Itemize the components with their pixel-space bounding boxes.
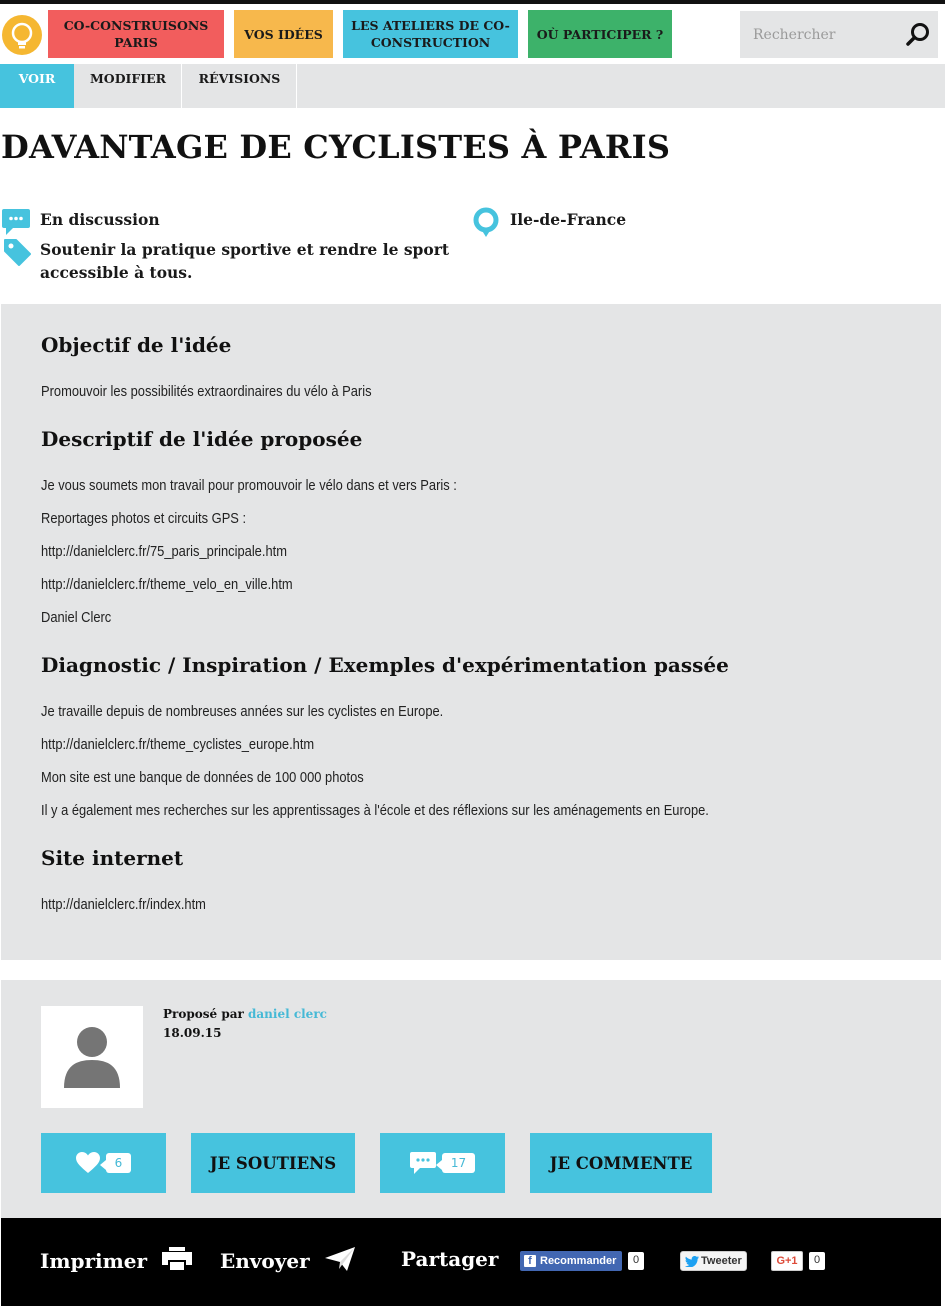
tweet-button[interactable] <box>680 1251 747 1271</box>
description-link[interactable]: http://danielclerc.fr/75_paris_principale.htm <box>41 543 287 560</box>
nav-vos-idees[interactable]: VOS IDÉES <box>234 10 333 58</box>
objective-text: Promouvoir les possibilités extraordinaires du vélo à Paris <box>41 383 372 400</box>
paper-plane-icon <box>325 1247 355 1271</box>
facebook-count: 0 <box>628 1252 644 1270</box>
proposed-by-label: Proposé par <box>163 1007 244 1021</box>
comment-icon <box>410 1152 436 1174</box>
tag-icon <box>3 238 31 266</box>
speech-bubble-icon <box>2 209 30 235</box>
author-link[interactable]: daniel clerc <box>248 1007 327 1021</box>
facebook-label: Recommander <box>540 1255 617 1267</box>
theme-label: Soutenir la pratique sportive et rendre le sport accessible à tous. <box>40 240 450 282</box>
google-plus-count: 0 <box>809 1252 825 1270</box>
diagnostic-line: Il y a également mes recherches sur les apprentissages à l'école et des réflexions sur les aménagements en Europe. <box>41 802 709 819</box>
send-button[interactable] <box>220 1247 355 1273</box>
share-label: Partager <box>401 1247 499 1271</box>
description-line: Je vous soumets mon travail pour promouvoir le vélo dans et vers Paris : <box>41 477 457 494</box>
nav-co-construisons[interactable]: CO-CONSTRUISONS PARIS <box>48 10 224 58</box>
avatar <box>41 1006 143 1108</box>
comment-button[interactable]: JE COMMENTE <box>530 1133 712 1193</box>
author-panel <box>1 980 941 1218</box>
comment-count: 17 <box>442 1153 475 1173</box>
printer-icon <box>162 1247 192 1271</box>
diagnostic-link[interactable]: http://danielclerc.fr/theme_cyclistes_europe.htm <box>41 736 315 753</box>
share-footer <box>1 1218 941 1306</box>
page-title: DAVANTAGE DE CYCLISTES À PARIS <box>1 128 671 166</box>
tab-revisions[interactable]: RÉVISIONS <box>183 64 297 108</box>
region-label: Ile-de-France <box>510 210 627 229</box>
proposal-date: 18.09.15 <box>163 1026 222 1040</box>
description-link[interactable]: http://danielclerc.fr/theme_velo_en_ville.htm <box>41 576 293 593</box>
like-count: 6 <box>106 1153 132 1173</box>
like-button[interactable] <box>41 1133 166 1193</box>
website-heading: Site internet <box>41 846 184 870</box>
site-logo[interactable] <box>2 15 42 55</box>
user-icon <box>62 1026 122 1088</box>
google-plus-button[interactable]: G+1 <box>771 1251 803 1271</box>
description-line: Reportages photos et circuits GPS : <box>41 510 247 527</box>
tab-bar <box>0 64 945 108</box>
idea-content-panel <box>1 304 941 960</box>
status-label: En discussion <box>40 210 160 229</box>
print-button[interactable] <box>40 1247 192 1273</box>
description-heading: Descriptif de l'idée proposée <box>41 427 363 451</box>
objective-heading: Objectif de l'idée <box>41 333 232 357</box>
lightbulb-icon <box>10 22 34 49</box>
search-box <box>740 11 938 58</box>
diagnostic-line: Je travaille depuis de nombreuses années sur les cyclistes en Europe. <box>41 703 444 720</box>
proposed-by <box>163 1007 327 1021</box>
nav-ou-participer[interactable]: OÙ PARTICIPER ? <box>528 10 672 58</box>
nav-ateliers[interactable]: LES ATELIERS DE CO-CONSTRUCTION <box>343 10 518 58</box>
site-header <box>0 4 945 64</box>
diagnostic-line: Mon site est une banque de données de 100 000 photos <box>41 769 364 786</box>
tweet-label: Tweeter <box>701 1255 742 1267</box>
heart-icon <box>76 1152 100 1174</box>
location-pin-icon <box>472 207 500 237</box>
support-button[interactable]: JE SOUTIENS <box>191 1133 355 1193</box>
comments-count-button[interactable] <box>380 1133 505 1193</box>
description-line: Daniel Clerc <box>41 609 112 626</box>
facebook-recommend-button[interactable] <box>520 1251 622 1271</box>
tab-modifier[interactable]: MODIFIER <box>75 64 182 108</box>
search-input[interactable] <box>740 11 900 58</box>
website-link[interactable]: http://danielclerc.fr/index.htm <box>41 896 206 913</box>
tab-voir[interactable]: VOIR <box>0 64 74 108</box>
print-label: Imprimer <box>40 1249 148 1273</box>
search-button[interactable] <box>904 21 932 49</box>
diagnostic-heading: Diagnostic / Inspiration / Exemples d'expérimentation passée <box>41 653 729 677</box>
facebook-icon: f <box>524 1255 536 1267</box>
twitter-bird-icon <box>685 1256 699 1267</box>
search-icon <box>904 21 932 49</box>
send-label: Envoyer <box>220 1249 310 1273</box>
